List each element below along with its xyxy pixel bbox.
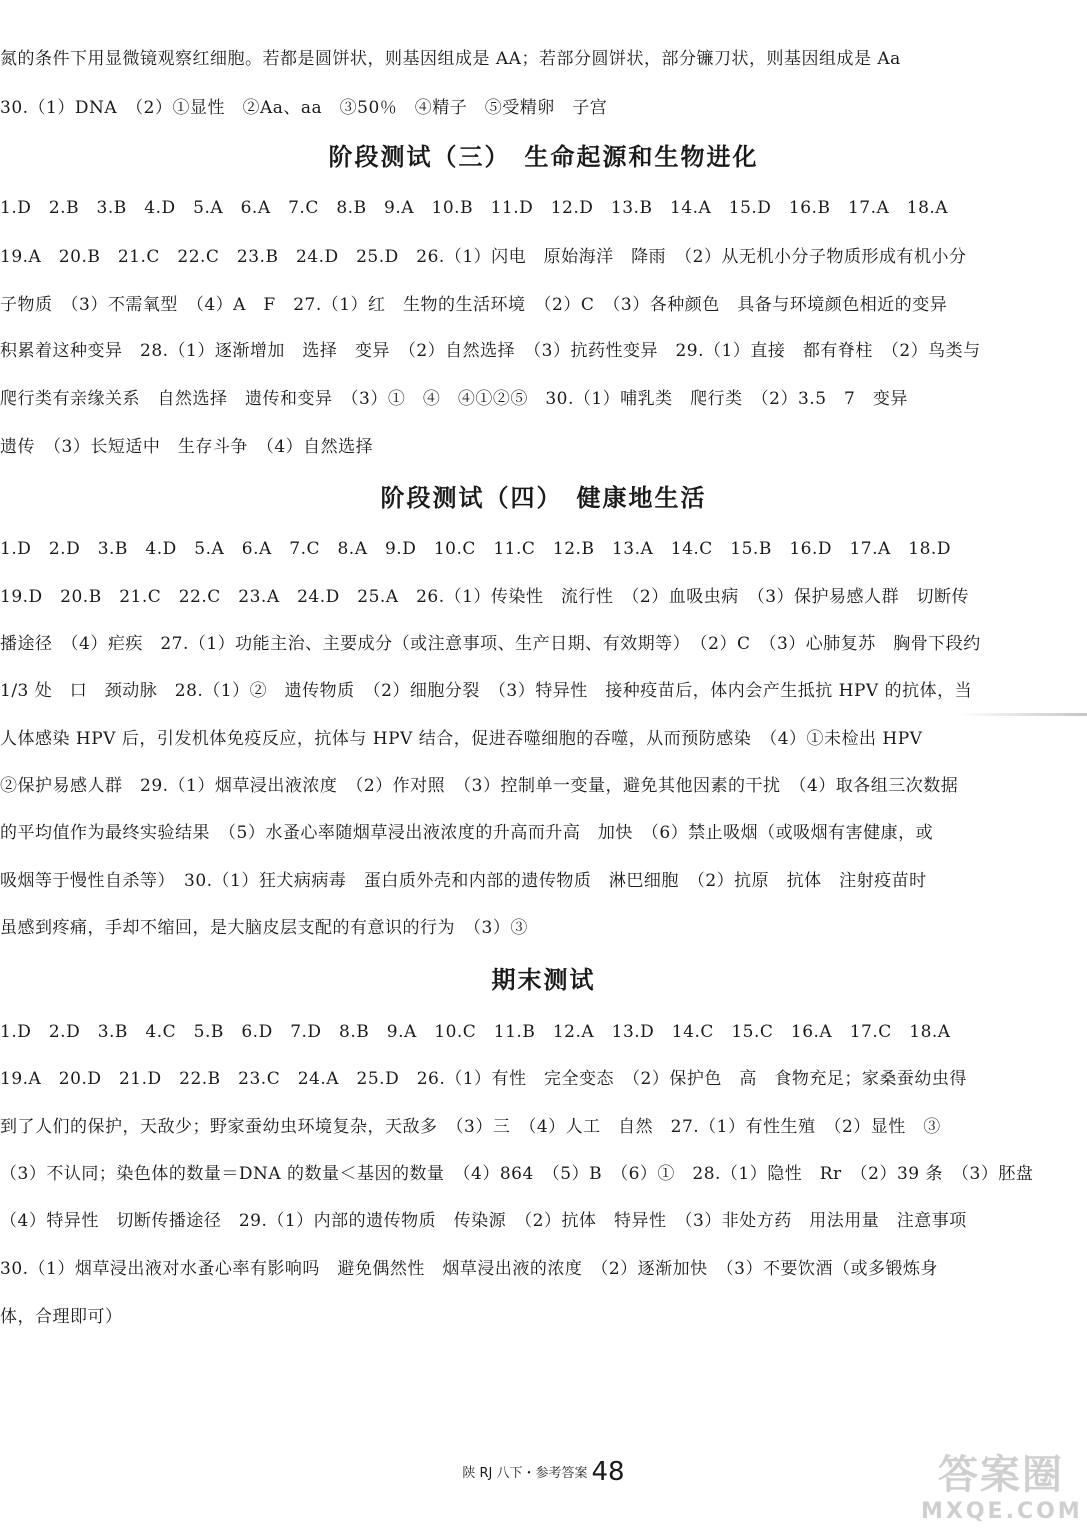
continued-answer-line: 30.（1）DNA （2）①显性 ②Aa、aa ③50％ ④精子 ⑤受精卵 子宫: [0, 98, 608, 118]
answer-line: 虽感到疼痛，手却不缩回，是大脑皮层支配的有意识的行为 （3）③: [0, 918, 528, 938]
answer-line: ②保护易感人群 29.（1）烟草浸出液浓度 （2）作对照 （3）控制单一变量，避免其他因素的干扰 （4）取各组三次数据: [0, 776, 959, 796]
continued-answer-line: 氮的条件下用显微镜观察红细胞。若都是圆饼状，则基因组成是 AA；若部分圆饼状，部分镰刀状，则基因组成是 Aa: [0, 49, 901, 69]
footer-label: 陕 RJ 八下・参考答案: [462, 1466, 588, 1481]
answer-line: 积累着这种变异 28.（1）逐渐增加 选择 变异 （2）自然选择 （3）抗药性变异 29.（1）直接 都有脊柱 （2）鸟类与: [0, 341, 981, 361]
answer-line: （4）特异性 切断传播途径 29.（1）内部的遗传物质 传染源 （2）抗体 特异性 （3）非处方药 用法用量 注意事项: [0, 1211, 967, 1231]
answer-line: 子物质 （3）不需氧型 （4）A F 27.（1）红 生物的生活环境 （2）C （3）各种颜色 具备与环境颜色相近的变异: [0, 295, 948, 315]
answer-line: 19.A 20.B 21.C 22.C 23.B 24.D 25.D 26.（1）闪电 原始海洋 降雨 （2）从无机小分子物质形成有机小分: [0, 247, 967, 267]
page-number: 48: [591, 1457, 625, 1487]
section-title-stage-test-4: 阶段测试（四） 健康地生活: [380, 484, 707, 512]
watermark-logo: [921, 1450, 1081, 1530]
answer-line: 30.（1）烟草浸出液对水蚤心率有影响吗 避免偶然性 烟草浸出液的浓度 （2）逐渐加快 （3）不要饮酒（或多锻炼身: [0, 1259, 938, 1279]
scan-smudge: [958, 713, 1087, 716]
answer-line: 到了人们的保护，天敌少；野家蚕幼虫环境复杂，天敌多 （3）三 （4）人工 自然 27.（1）有性生殖 （2）显性 ③: [0, 1117, 941, 1137]
answer-line: 遗传 （3）长短适中 生存斗争 （4）自然选择: [0, 437, 374, 457]
answer-line: （3）不认同；染色体的数量＝DNA 的数量＜基因的数量 （4）864 （5）B （6）① 28.（1）隐性 Rr （2）39 条 （3）胚盘: [0, 1164, 1034, 1184]
watermark-url: MXQE.COM: [921, 1499, 1083, 1524]
answer-line: 19.A 20.D 21.D 22.B 23.C 24.A 25.D 26.（1）有性 完全变态 （2）保护色 高 食物充足；家桑蚕幼虫得: [0, 1069, 967, 1089]
answer-line: 1.D 2.D 3.B 4.C 5.B 6.D 7.D 8.B 9.A 10.C 11.B 12.A 13.D 14.C 15.C 16.A 17.C 18.A: [0, 1022, 951, 1042]
section-title-stage-test-3: 阶段测试（三） 生命起源和生物进化: [328, 143, 759, 171]
answer-line: 1/3 处 口 颈动脉 28.（1）② 遗传物质 （2）细胞分裂 （3）特异性 接种疫苗后，体内会产生抵抗 HPV 的抗体，当: [0, 681, 973, 701]
watermark-title: 答案圈: [938, 1452, 1064, 1498]
answer-line: 播途径 （4）疟疾 27.（1）功能主治、主要成分（或注意事项、生产日期、有效期等） （2）C （3）心肺复苏 胸骨下段约: [0, 634, 981, 654]
answer-line: 爬行类有亲缘关系 自然选择 遗传和变异 （3）① ④ ④①②⑤ 30.（1）哺乳类 爬行类 （2）3.5 7 变异: [0, 389, 908, 409]
answer-line: 的平均值作为最终实验结果 （5）水蚤心率随烟草浸出液浓度的升高而升高 加快 （6）禁止吸烟（或吸烟有害健康，或: [0, 823, 934, 843]
answer-line: 1.D 2.D 3.B 4.D 5.A 6.A 7.C 8.A 9.D 10.C 11.C 12.B 13.A 14.C 15.B 16.D 17.A 18.D: [0, 539, 951, 559]
section-title-final-test: 期末测试: [491, 966, 596, 994]
answer-line: 吸烟等于慢性自杀等） 30.（1）狂犬病病毒 蛋白质外壳和内部的遗传物质 淋巴细胞 （2）抗原 抗体 注射疫苗时: [0, 871, 927, 891]
answer-line: 1.D 2.B 3.B 4.D 5.A 6.A 7.C 8.B 9.A 10.B 11.D 12.D 13.B 14.A 15.D 16.B 17.A 18.A: [0, 198, 949, 218]
answer-line: 人体感染 HPV 后，引发机体免疫反应，抗体与 HPV 结合，促进吞噬细胞的吞噬，从而预防感染 （4）①未检出 HPV: [0, 729, 923, 749]
answer-line: 体，合理即可）: [0, 1307, 123, 1327]
answer-line: 19.D 20.B 21.C 22.C 23.A 24.D 25.A 26.（1）传染性 流行性 （2）血吸虫病 （3）保护易感人群 切断传: [0, 587, 970, 607]
